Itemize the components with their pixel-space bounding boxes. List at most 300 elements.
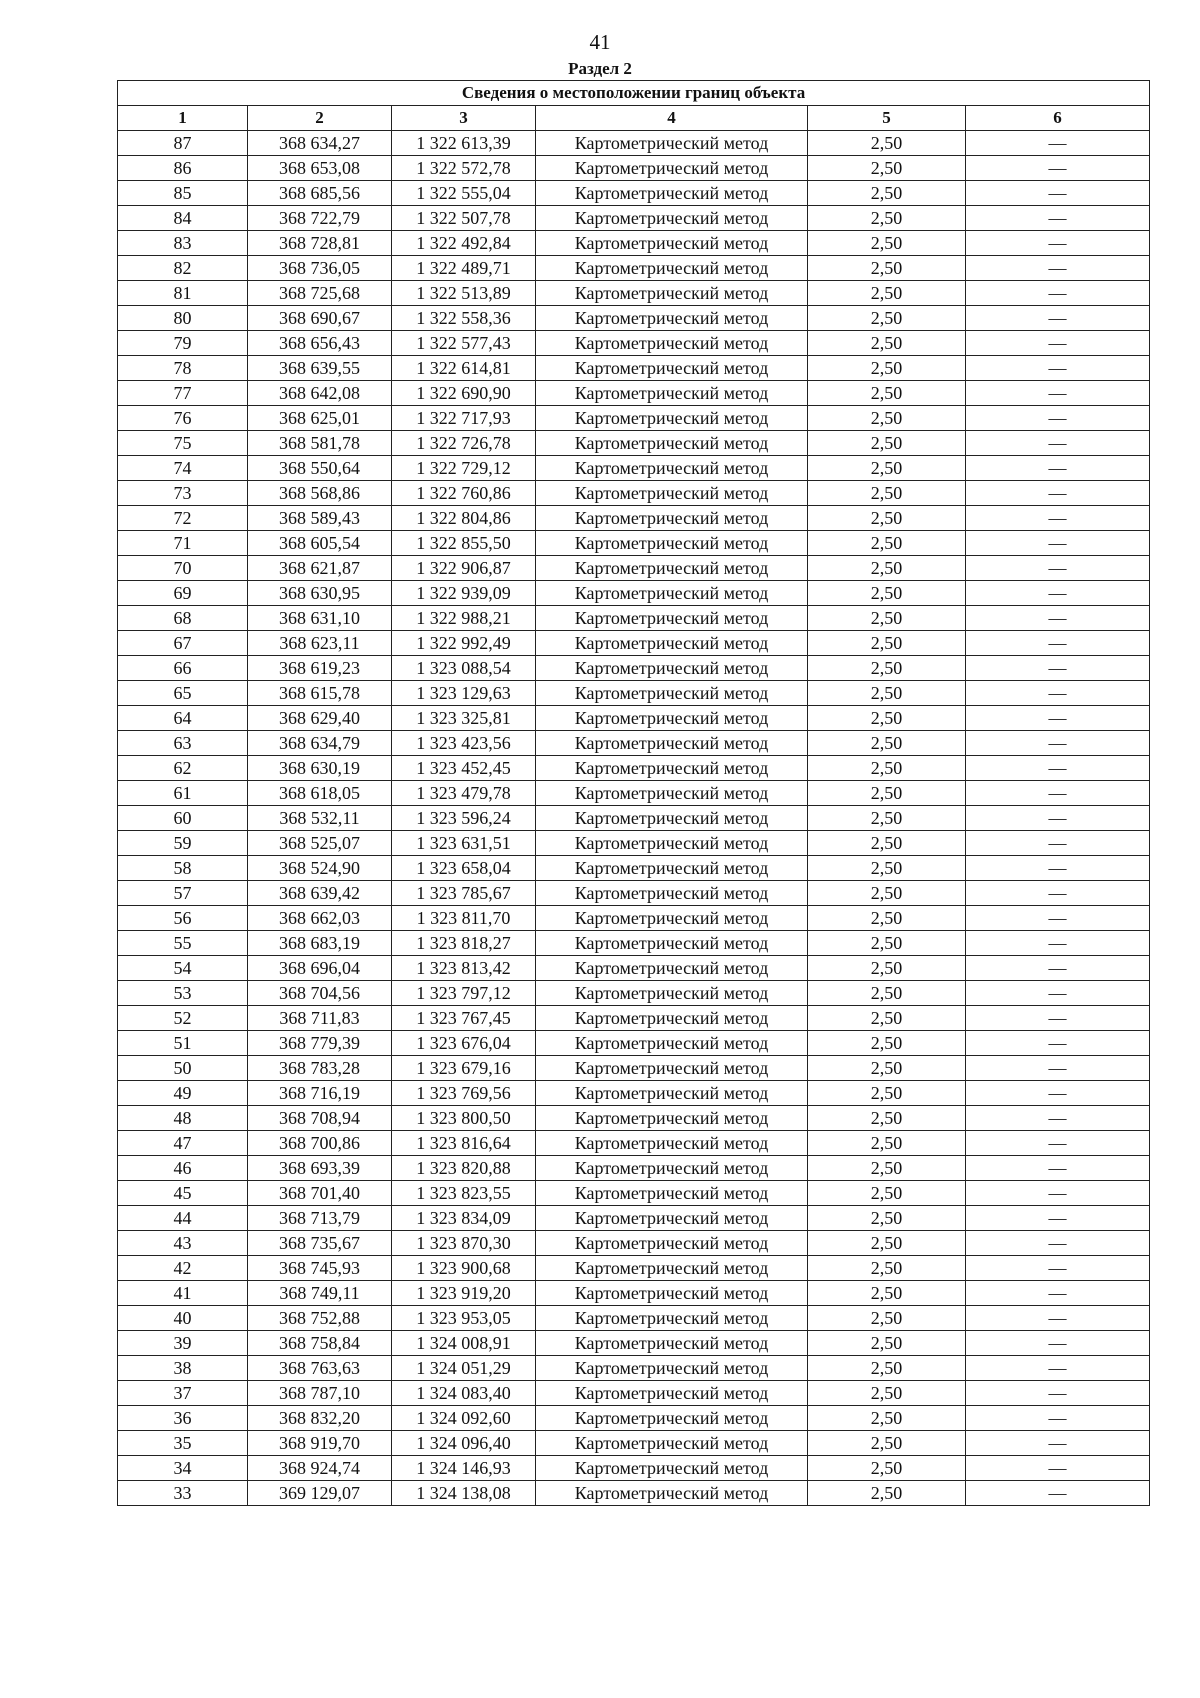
table-row [118,1206,1150,1231]
accuracy-cell: 2,50 [808,831,966,856]
accuracy-cell: 2,50 [808,1481,966,1506]
method-cell: Картометрический метод [536,1331,808,1356]
method-cell: Картометрический метод [536,981,808,1006]
table-row [118,631,1150,656]
accuracy-cell: 2,50 [808,981,966,1006]
point-number-cell: 59 [118,831,248,856]
accuracy-cell: 2,50 [808,206,966,231]
method-cell: Картометрический метод [536,281,808,306]
table-row [118,131,1150,156]
description-cell: — [966,1181,1150,1206]
table-row [118,1106,1150,1131]
description-cell: — [966,1081,1150,1106]
point-number-cell: 84 [118,206,248,231]
boundary-coordinates-table [117,80,1150,1506]
point-number-cell: 75 [118,431,248,456]
description-cell: — [966,1331,1150,1356]
table-row [118,881,1150,906]
x-coordinate-cell: 368 618,05 [248,781,392,806]
table-row [118,906,1150,931]
description-cell: — [966,981,1150,1006]
y-coordinate-cell: 1 322 555,04 [392,181,536,206]
x-coordinate-cell: 368 716,19 [248,1081,392,1106]
x-coordinate-cell: 368 623,11 [248,631,392,656]
point-number-cell: 66 [118,656,248,681]
y-coordinate-cell: 1 323 797,12 [392,981,536,1006]
point-number-cell: 49 [118,1081,248,1106]
method-cell: Картометрический метод [536,1381,808,1406]
x-coordinate-cell: 368 634,27 [248,131,392,156]
y-coordinate-cell: 1 323 676,04 [392,1031,536,1056]
y-coordinate-cell: 1 323 813,42 [392,956,536,981]
method-cell: Картометрический метод [536,1181,808,1206]
point-number-cell: 82 [118,256,248,281]
y-coordinate-cell: 1 322 507,78 [392,206,536,231]
point-number-cell: 83 [118,231,248,256]
x-coordinate-cell: 368 662,03 [248,906,392,931]
description-cell: — [966,481,1150,506]
y-coordinate-cell: 1 322 855,50 [392,531,536,556]
description-cell: — [966,1481,1150,1506]
method-cell: Картометрический метод [536,606,808,631]
y-coordinate-cell: 1 323 785,67 [392,881,536,906]
x-coordinate-cell: 368 700,86 [248,1131,392,1156]
accuracy-cell: 2,50 [808,731,966,756]
method-cell: Картометрический метод [536,331,808,356]
table-row [118,156,1150,181]
accuracy-cell: 2,50 [808,1206,966,1231]
x-coordinate-cell: 368 735,67 [248,1231,392,1256]
column-header: 1 [118,106,248,131]
y-coordinate-cell: 1 322 992,49 [392,631,536,656]
table-row [118,181,1150,206]
method-cell: Картометрический метод [536,681,808,706]
y-coordinate-cell: 1 323 818,27 [392,931,536,956]
point-number-cell: 54 [118,956,248,981]
method-cell: Картометрический метод [536,381,808,406]
y-coordinate-cell: 1 323 679,16 [392,1056,536,1081]
accuracy-cell: 2,50 [808,806,966,831]
y-coordinate-cell: 1 323 769,56 [392,1081,536,1106]
point-number-cell: 87 [118,131,248,156]
y-coordinate-cell: 1 322 939,09 [392,581,536,606]
description-cell: — [966,331,1150,356]
x-coordinate-cell: 368 532,11 [248,806,392,831]
y-coordinate-cell: 1 322 577,43 [392,331,536,356]
method-cell: Картометрический метод [536,706,808,731]
point-number-cell: 86 [118,156,248,181]
table-row [118,756,1150,781]
table-row [118,1181,1150,1206]
method-cell: Картометрический метод [536,1356,808,1381]
y-coordinate-cell: 1 323 452,45 [392,756,536,781]
table-row [118,656,1150,681]
accuracy-cell: 2,50 [808,1331,966,1356]
description-cell: — [966,281,1150,306]
accuracy-cell: 2,50 [808,656,966,681]
accuracy-cell: 2,50 [808,631,966,656]
accuracy-cell: 2,50 [808,1131,966,1156]
point-number-cell: 40 [118,1306,248,1331]
y-coordinate-cell: 1 324 096,40 [392,1431,536,1456]
point-number-cell: 70 [118,556,248,581]
description-cell: — [966,1131,1150,1156]
method-cell: Картометрический метод [536,431,808,456]
point-number-cell: 47 [118,1131,248,1156]
point-number-cell: 73 [118,481,248,506]
x-coordinate-cell: 368 630,19 [248,756,392,781]
accuracy-cell: 2,50 [808,181,966,206]
accuracy-cell: 2,50 [808,381,966,406]
method-cell: Картометрический метод [536,156,808,181]
description-cell: — [966,806,1150,831]
table-row [118,281,1150,306]
description-cell: — [966,756,1150,781]
y-coordinate-cell: 1 323 800,50 [392,1106,536,1131]
table-row [118,606,1150,631]
point-number-cell: 68 [118,606,248,631]
y-coordinate-cell: 1 324 083,40 [392,1381,536,1406]
description-cell: — [966,1406,1150,1431]
method-cell: Картометрический метод [536,1056,808,1081]
x-coordinate-cell: 368 749,11 [248,1281,392,1306]
x-coordinate-cell: 368 736,05 [248,256,392,281]
point-number-cell: 42 [118,1256,248,1281]
description-cell: — [966,681,1150,706]
table-row [118,1456,1150,1481]
x-coordinate-cell: 368 634,79 [248,731,392,756]
accuracy-cell: 2,50 [808,1431,966,1456]
x-coordinate-cell: 368 787,10 [248,1381,392,1406]
point-number-cell: 67 [118,631,248,656]
x-coordinate-cell: 368 642,08 [248,381,392,406]
point-number-cell: 46 [118,1156,248,1181]
x-coordinate-cell: 368 725,68 [248,281,392,306]
method-cell: Картометрический метод [536,1481,808,1506]
table-row [118,406,1150,431]
y-coordinate-cell: 1 322 804,86 [392,506,536,531]
accuracy-cell: 2,50 [808,1006,966,1031]
accuracy-cell: 2,50 [808,1106,966,1131]
point-number-cell: 41 [118,1281,248,1306]
y-coordinate-cell: 1 322 726,78 [392,431,536,456]
method-cell: Картометрический метод [536,206,808,231]
y-coordinate-cell: 1 322 906,87 [392,556,536,581]
table-row [118,1281,1150,1306]
accuracy-cell: 2,50 [808,356,966,381]
description-cell: — [966,531,1150,556]
method-cell: Картометрический метод [536,406,808,431]
point-number-cell: 62 [118,756,248,781]
point-number-cell: 34 [118,1456,248,1481]
x-coordinate-cell: 368 832,20 [248,1406,392,1431]
x-coordinate-cell: 368 630,95 [248,581,392,606]
accuracy-cell: 2,50 [808,1381,966,1406]
description-cell: — [966,381,1150,406]
y-coordinate-cell: 1 323 423,56 [392,731,536,756]
description-cell: — [966,556,1150,581]
x-coordinate-cell: 368 629,40 [248,706,392,731]
accuracy-cell: 2,50 [808,1181,966,1206]
accuracy-cell: 2,50 [808,1256,966,1281]
description-cell: — [966,1106,1150,1131]
page-number: 41 [589,30,611,54]
x-coordinate-cell: 368 924,74 [248,1456,392,1481]
point-number-cell: 69 [118,581,248,606]
x-coordinate-cell: 368 615,78 [248,681,392,706]
table-row [118,256,1150,281]
point-number-cell: 81 [118,281,248,306]
method-cell: Картометрический метод [536,956,808,981]
x-coordinate-cell: 368 621,87 [248,556,392,581]
x-coordinate-cell: 368 722,79 [248,206,392,231]
x-coordinate-cell: 368 696,04 [248,956,392,981]
y-coordinate-cell: 1 323 658,04 [392,856,536,881]
table-row [118,506,1150,531]
y-coordinate-cell: 1 323 919,20 [392,1281,536,1306]
x-coordinate-cell: 368 625,01 [248,406,392,431]
table-row [118,1331,1150,1356]
y-coordinate-cell: 1 322 988,21 [392,606,536,631]
method-cell: Картометрический метод [536,856,808,881]
accuracy-cell: 2,50 [808,506,966,531]
description-cell: — [966,1206,1150,1231]
method-cell: Картометрический метод [536,1106,808,1131]
method-cell: Картометрический метод [536,531,808,556]
description-cell: — [966,256,1150,281]
y-coordinate-cell: 1 324 092,60 [392,1406,536,1431]
table-row [118,1081,1150,1106]
accuracy-cell: 2,50 [808,156,966,181]
y-coordinate-cell: 1 323 816,64 [392,1131,536,1156]
description-cell: — [966,206,1150,231]
x-coordinate-cell: 368 568,86 [248,481,392,506]
accuracy-cell: 2,50 [808,881,966,906]
accuracy-cell: 2,50 [808,1156,966,1181]
accuracy-cell: 2,50 [808,481,966,506]
method-cell: Картометрический метод [536,556,808,581]
x-coordinate-cell: 368 763,63 [248,1356,392,1381]
accuracy-cell: 2,50 [808,1356,966,1381]
description-cell: — [966,156,1150,181]
description-cell: — [966,831,1150,856]
x-coordinate-cell: 368 919,70 [248,1431,392,1456]
method-cell: Картометрический метод [536,1456,808,1481]
point-number-cell: 71 [118,531,248,556]
table-row [118,981,1150,1006]
accuracy-cell: 2,50 [808,681,966,706]
method-cell: Картометрический метод [536,1006,808,1031]
accuracy-cell: 2,50 [808,1281,966,1306]
y-coordinate-cell: 1 322 760,86 [392,481,536,506]
method-cell: Картометрический метод [536,231,808,256]
method-cell: Картометрический метод [536,181,808,206]
description-cell: — [966,581,1150,606]
description-cell: — [966,856,1150,881]
column-header: 6 [966,106,1150,131]
accuracy-cell: 2,50 [808,1231,966,1256]
x-coordinate-cell: 368 656,43 [248,331,392,356]
description-cell: — [966,1231,1150,1256]
description-cell: — [966,606,1150,631]
table-row [118,1056,1150,1081]
x-coordinate-cell: 368 524,90 [248,856,392,881]
accuracy-cell: 2,50 [808,606,966,631]
table-row [118,1356,1150,1381]
accuracy-cell: 2,50 [808,231,966,256]
description-cell: — [966,1256,1150,1281]
x-coordinate-cell: 368 525,07 [248,831,392,856]
y-coordinate-cell: 1 323 870,30 [392,1231,536,1256]
x-coordinate-cell: 368 690,67 [248,306,392,331]
y-coordinate-cell: 1 322 513,89 [392,281,536,306]
table-row [118,331,1150,356]
point-number-cell: 39 [118,1331,248,1356]
accuracy-cell: 2,50 [808,406,966,431]
description-cell: — [966,1056,1150,1081]
description-cell: — [966,306,1150,331]
y-coordinate-cell: 1 322 492,84 [392,231,536,256]
table-row [118,956,1150,981]
description-cell: — [966,906,1150,931]
description-cell: — [966,181,1150,206]
point-number-cell: 55 [118,931,248,956]
point-number-cell: 85 [118,181,248,206]
y-coordinate-cell: 1 324 051,29 [392,1356,536,1381]
x-coordinate-cell: 368 683,19 [248,931,392,956]
point-number-cell: 52 [118,1006,248,1031]
table-row [118,206,1150,231]
accuracy-cell: 2,50 [808,306,966,331]
y-coordinate-cell: 1 322 489,71 [392,256,536,281]
y-coordinate-cell: 1 322 613,39 [392,131,536,156]
y-coordinate-cell: 1 323 631,51 [392,831,536,856]
x-coordinate-cell: 368 550,64 [248,456,392,481]
x-coordinate-cell: 368 693,39 [248,1156,392,1181]
method-cell: Картометрический метод [536,631,808,656]
point-number-cell: 35 [118,1431,248,1456]
description-cell: — [966,731,1150,756]
method-cell: Картометрический метод [536,906,808,931]
point-number-cell: 44 [118,1206,248,1231]
y-coordinate-cell: 1 323 129,63 [392,681,536,706]
description-cell: — [966,1306,1150,1331]
y-coordinate-cell: 1 323 820,88 [392,1156,536,1181]
description-cell: — [966,456,1150,481]
column-header: 3 [392,106,536,131]
section-title: Раздел 2 [568,59,632,78]
method-cell: Картометрический метод [536,1256,808,1281]
x-coordinate-cell: 368 713,79 [248,1206,392,1231]
accuracy-cell: 2,50 [808,256,966,281]
table-row [118,581,1150,606]
table-row [118,1481,1150,1506]
accuracy-cell: 2,50 [808,281,966,306]
description-cell: — [966,1006,1150,1031]
description-cell: — [966,431,1150,456]
point-number-cell: 33 [118,1481,248,1506]
method-cell: Картометрический метод [536,781,808,806]
table-caption: Сведения о местоположении границ объекта [118,81,1150,106]
point-number-cell: 57 [118,881,248,906]
table-row [118,1131,1150,1156]
description-cell: — [966,231,1150,256]
point-number-cell: 79 [118,331,248,356]
x-coordinate-cell: 368 758,84 [248,1331,392,1356]
table-row [118,1431,1150,1456]
table-row [118,556,1150,581]
method-cell: Картометрический метод [536,481,808,506]
x-coordinate-cell: 368 589,43 [248,506,392,531]
description-cell: — [966,131,1150,156]
column-header: 5 [808,106,966,131]
table-row [118,856,1150,881]
x-coordinate-cell: 368 779,39 [248,1031,392,1056]
table-row [118,1031,1150,1056]
accuracy-cell: 2,50 [808,906,966,931]
method-cell: Картометрический метод [536,131,808,156]
x-coordinate-cell: 368 752,88 [248,1306,392,1331]
accuracy-cell: 2,50 [808,456,966,481]
y-coordinate-cell: 1 324 008,91 [392,1331,536,1356]
table-row [118,731,1150,756]
table-row [118,531,1150,556]
x-coordinate-cell: 368 631,10 [248,606,392,631]
y-coordinate-cell: 1 323 767,45 [392,1006,536,1031]
y-coordinate-cell: 1 322 729,12 [392,456,536,481]
accuracy-cell: 2,50 [808,581,966,606]
method-cell: Картометрический метод [536,1031,808,1056]
point-number-cell: 72 [118,506,248,531]
description-cell: — [966,1356,1150,1381]
table-row [118,1156,1150,1181]
table-row [118,356,1150,381]
method-cell: Картометрический метод [536,1231,808,1256]
point-number-cell: 63 [118,731,248,756]
description-cell: — [966,931,1150,956]
table-row [118,456,1150,481]
point-number-cell: 51 [118,1031,248,1056]
table-row [118,931,1150,956]
description-cell: — [966,1381,1150,1406]
method-cell: Картометрический метод [536,881,808,906]
method-cell: Картометрический метод [536,756,808,781]
method-cell: Картометрический метод [536,1081,808,1106]
description-cell: — [966,781,1150,806]
description-cell: — [966,1431,1150,1456]
method-cell: Картометрический метод [536,931,808,956]
accuracy-cell: 2,50 [808,131,966,156]
x-coordinate-cell: 368 704,56 [248,981,392,1006]
method-cell: Картометрический метод [536,656,808,681]
accuracy-cell: 2,50 [808,1031,966,1056]
point-number-cell: 37 [118,1381,248,1406]
method-cell: Картометрический метод [536,1281,808,1306]
description-cell: — [966,506,1150,531]
y-coordinate-cell: 1 323 953,05 [392,1306,536,1331]
point-number-cell: 78 [118,356,248,381]
accuracy-cell: 2,50 [808,431,966,456]
point-number-cell: 74 [118,456,248,481]
y-coordinate-cell: 1 324 138,08 [392,1481,536,1506]
accuracy-cell: 2,50 [808,931,966,956]
x-coordinate-cell: 369 129,07 [248,1481,392,1506]
method-cell: Картометрический метод [536,306,808,331]
point-number-cell: 61 [118,781,248,806]
method-cell: Картометрический метод [536,506,808,531]
point-number-cell: 50 [118,1056,248,1081]
column-header: 4 [536,106,808,131]
